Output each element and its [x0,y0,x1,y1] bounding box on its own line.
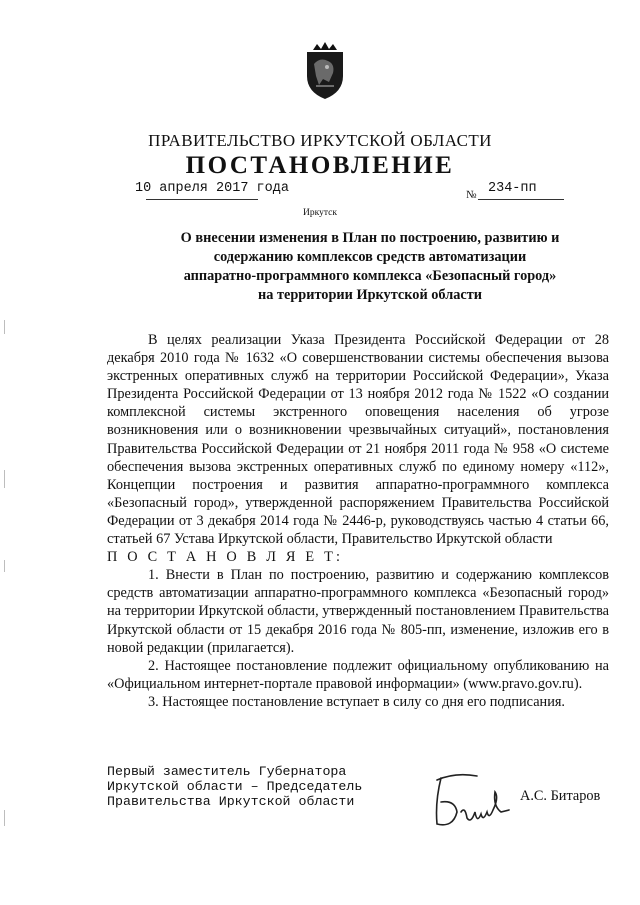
signer-position-line: Первый заместитель Губернатора [107,764,347,779]
resolves-heading: П О С Т А Н О В Л Я Е Т: [107,549,344,566]
preamble-paragraph: В целях реализации Указа Президента Российской Федерации от 28 декабря 2010 года № 1632 «О совершенствовании системы обеспечения вызова экстренных оперативных служб на территории Российской Федерации», Указа Президента Российской Федерации от 13 ноября 2012 года № 1522 «О создании комплексной системы экстренного оповещения населения об угрозе возникновения или о возникновении чрезвычайных ситуаций», постановления Правительства Российской Федерации от 21 ноября 2011 года № 958 «О системе обеспечения вызова экстренных оперативных служб по единому номеру «112», Концепции построения и развития аппаратно-программного комплекса «Безопасный город», утвержденной распоряжением Правительства Российской Федерации от 3 декабря 2014 года № 2446-р, руководствуясь частью 4 статьи 66, статьей 67 Устава Иркутской области, Правительство Иркутской области [107,332,609,548]
city-name: Иркутск [303,208,337,218]
document-subject [140,229,600,305]
document-body [107,331,609,711]
date-underline [146,199,258,200]
scan-margin-mark [4,810,5,826]
subject-line: О внесении изменения в План по построению, развитию и [180,230,560,246]
coat-of-arms-icon [302,38,348,100]
number-sign: № [466,189,477,201]
document-number: 234-пп [488,181,537,196]
scan-margin-mark [4,560,5,572]
item-paragraph: 1. Внести в План по построению, развитию и содержанию комплексов средств автоматизации аппаратно-программного комплекса «Безопасный город» на территории Иркутской области, утвержденный постановлением Правительства Иркутской области от 15 декабря 2016 года № 805-пп, изменение, изложив его в новой редакции (прилагается). [107,567,609,656]
subject-line: на территории Иркутской области [258,287,482,303]
document-date: 10 апреля 2017 года [135,181,289,196]
scan-margin-mark [4,320,5,334]
item-paragraph: 3. Настоящее постановление вступает в силу со дня его подписания. [148,693,565,710]
subject-line: содержанию комплексов средств автоматизации [213,249,527,265]
signer-position-line: Правительства Иркутской области [107,794,355,809]
item-paragraph: 2. Настоящее постановление подлежит официальному опубликованию на «Официальном интернет-портале правовой информации» (www.pravo.gov.ru). [107,657,609,692]
scan-margin-mark [4,470,5,488]
government-title: ПРАВИТЕЛЬСТВО ИРКУТСКОЙ ОБЛАСТИ [148,131,492,150]
document-type-heading: ПОСТАНОВЛЕНИЕ [185,152,455,179]
signer-position-line: Иркутской области – Председатель [107,779,363,794]
signer-position [107,764,362,809]
number-underline [478,199,564,200]
signer-name: А.С. Битаров [520,788,601,804]
handwritten-signature [421,768,513,832]
subject-line: аппаратно-программного комплекса «Безопасный город» [183,268,557,284]
